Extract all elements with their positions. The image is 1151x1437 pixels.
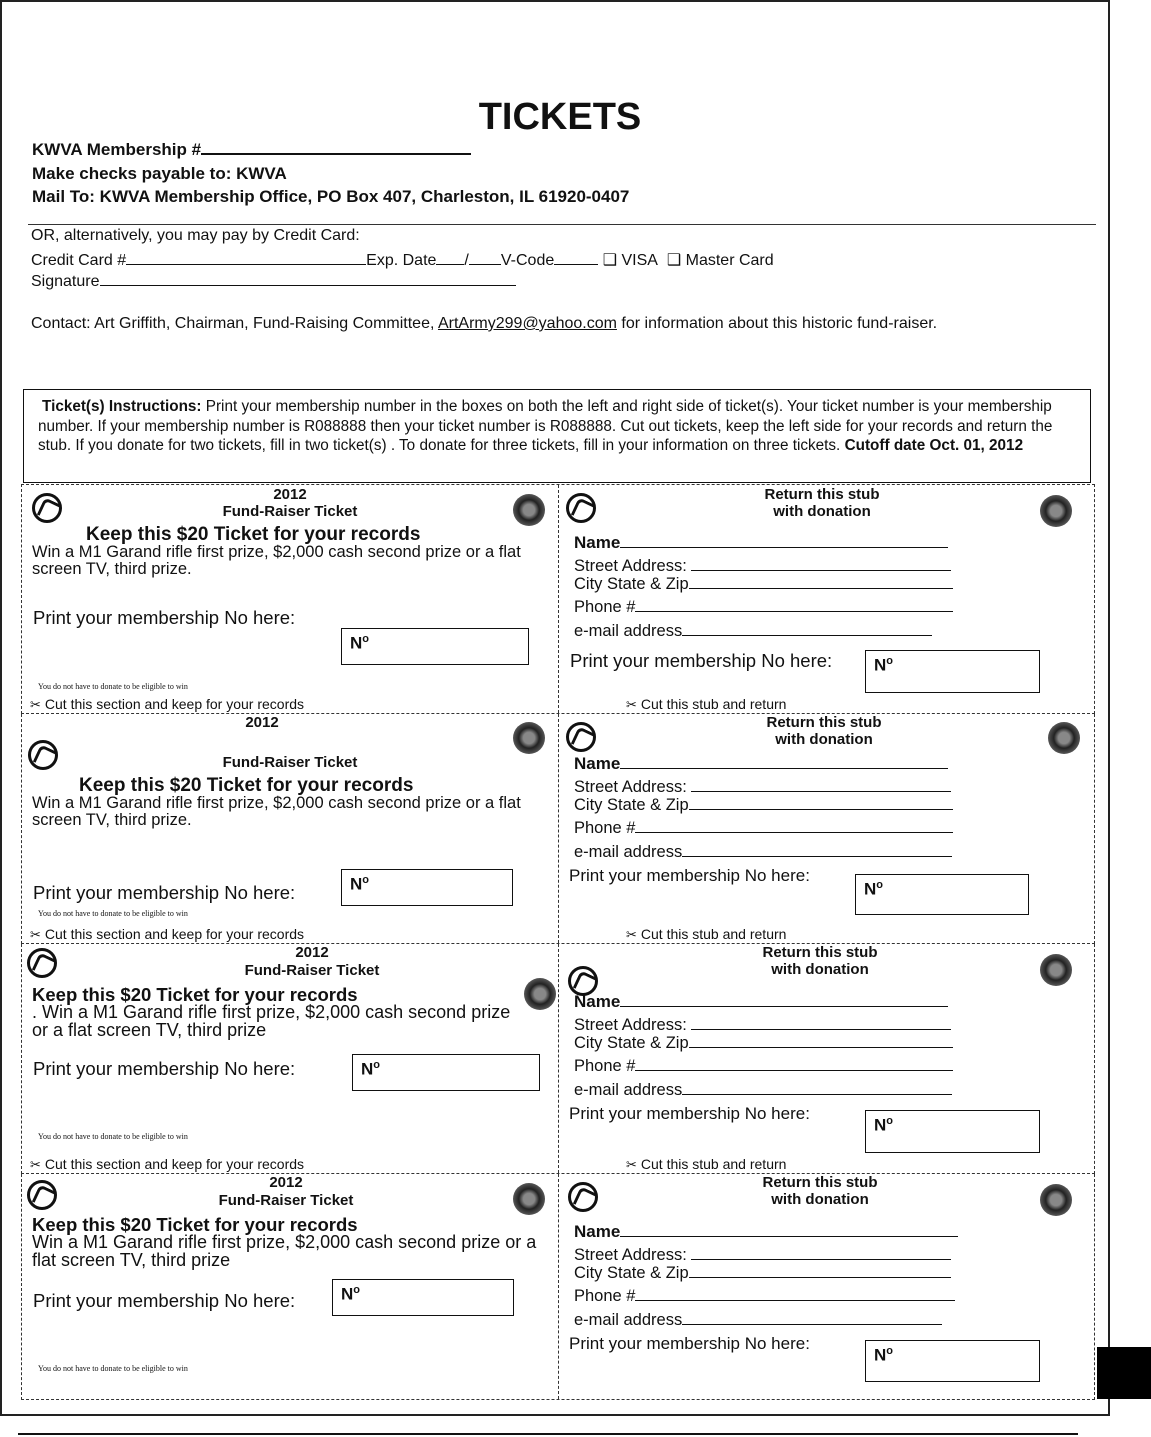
stub-name-label: Name — [574, 992, 621, 1011]
no-symbol: N — [341, 1284, 354, 1304]
stub-street-label: Street Address: — [574, 1016, 692, 1034]
contact-email-link[interactable]: ArtArmy299@yahoo.com — [437, 315, 617, 332]
bottom-rule — [18, 1433, 1078, 1435]
vcode-blank[interactable] — [554, 264, 598, 265]
cut-instruction-left — [30, 926, 304, 943]
column-divider — [558, 485, 559, 713]
no-symbol: N — [864, 879, 877, 899]
no-symbol-sup: o — [373, 1059, 381, 1071]
membership-number-box[interactable] — [332, 1279, 514, 1316]
stub-phone-field[interactable] — [574, 1286, 955, 1306]
globe-icon — [27, 1180, 57, 1210]
fine-print: You do not have to donate to be eligible to win — [38, 1364, 188, 1373]
ticket-row-1 — [21, 484, 1095, 714]
stub-email-label: e-mail address — [574, 843, 683, 861]
card-number-blank[interactable] — [126, 264, 366, 265]
contact-line — [31, 315, 937, 333]
fine-print: You do not have to donate to be eligible to win — [38, 682, 188, 691]
globe-icon — [566, 493, 596, 523]
stub-print-label: Print your membership No here: — [569, 1334, 810, 1353]
instructions-box — [23, 389, 1091, 483]
stub-title — [720, 1174, 920, 1208]
no-symbol-sup: o — [876, 879, 884, 891]
stub-street-label: Street Address: — [574, 778, 692, 796]
stub-city-field[interactable] — [574, 795, 953, 815]
page-tab-marker — [1097, 1347, 1151, 1399]
keep-ticket-heading: Keep this $20 Ticket for your records — [79, 775, 414, 796]
signature-line — [31, 273, 516, 291]
ticket-year: 2012 — [273, 486, 307, 503]
cut-right-label: Cut this stub and return — [640, 696, 787, 712]
membership-label: KWVA Membership # — [32, 140, 202, 159]
stub-title-line1: Return this stub — [764, 486, 880, 503]
no-symbol-sup: o — [886, 1345, 894, 1357]
ticket-name: Fund-Raiser Ticket — [222, 503, 358, 520]
stub-city-label: City State & Zip — [574, 575, 689, 593]
globe-icon — [27, 948, 57, 978]
stub-street-field[interactable] — [574, 1245, 951, 1265]
column-divider — [558, 944, 559, 1173]
no-symbol: N — [874, 1345, 887, 1365]
exp-label: Exp. Date — [366, 252, 437, 269]
tickets-grid — [21, 484, 1095, 1400]
vcode-label: V-Code — [500, 252, 555, 269]
ticket-row-2 — [21, 696, 1095, 944]
fine-print: You do not have to donate to be eligible to win — [38, 1132, 188, 1141]
cut-instruction-right — [626, 1156, 786, 1173]
instructions-body: Print your membership number in the boxes on both the left and right side of ticket(s). Your ticket number is your membership number. If your membership number is R088888 then your ticket number is R088888. Cut out tickets, keep the left side for your records and return the stub. If you donate for two tickets, fill in two ticket(s) . To donate for three tickets, fill in your information on three tickets. — [38, 398, 1053, 454]
stub-phone-label: Phone # — [574, 1057, 636, 1075]
credit-card-line — [31, 250, 774, 270]
scissors-icon: ✂ — [30, 927, 41, 942]
cut-left-label: Cut this section and keep for your records — [44, 1156, 305, 1172]
scissors-icon: ✂ — [626, 1157, 637, 1172]
stub-email-label: e-mail address — [574, 1311, 683, 1329]
stub-membership-number-box[interactable] — [855, 874, 1029, 915]
stub-title — [722, 486, 922, 520]
stub-title-line2: with donation — [771, 1191, 869, 1208]
stub-street-field[interactable] — [574, 777, 951, 797]
globe-icon — [568, 1182, 598, 1212]
divider-line — [28, 224, 1096, 225]
checks-payable: Make checks payable to: KWVA — [32, 164, 287, 183]
stub-phone-label: Phone # — [574, 1287, 636, 1305]
stub-phone-field[interactable] — [574, 597, 953, 617]
stub-email-field[interactable] — [574, 621, 932, 641]
ticket-year: 2012 — [245, 714, 279, 731]
ticket-year: 2012 — [269, 1174, 303, 1191]
no-symbol: N — [350, 633, 363, 653]
cut-instruction-left — [30, 696, 304, 713]
no-symbol: N — [350, 874, 363, 894]
visa-checkbox[interactable]: ❑ VISA — [602, 252, 658, 269]
membership-blank[interactable] — [201, 153, 471, 155]
prize-text: Win a M1 Garand rifle first prize, $2,000 cash second prize or a flat screen TV, third prize — [32, 1232, 537, 1270]
no-symbol: N — [874, 655, 887, 675]
stub-phone-field[interactable] — [574, 1056, 953, 1076]
stub-name-label: Name — [574, 1222, 621, 1241]
column-divider — [558, 1174, 559, 1399]
scissors-icon: ✂ — [626, 927, 637, 942]
no-symbol: N — [874, 1115, 887, 1135]
instructions-heading: Ticket(s) Instructions: — [42, 398, 202, 415]
stub-city-field[interactable] — [574, 1033, 953, 1053]
ticket-row-4 — [21, 1156, 1095, 1400]
stub-email-field[interactable] — [574, 1310, 942, 1330]
stub-street-field[interactable] — [574, 1015, 951, 1035]
cut-left-label: Cut this section and keep for your records — [44, 926, 305, 942]
seal-icon — [1040, 954, 1072, 986]
signature-label: Signature — [31, 273, 100, 290]
print-membership-label: Print your membership No here: — [33, 882, 296, 903]
scissors-icon: ✂ — [626, 697, 637, 712]
ticket-name: Fund-Raiser Ticket — [244, 962, 380, 979]
stub-street-label: Street Address: — [574, 557, 692, 575]
membership-line — [32, 140, 471, 160]
contact-text: Contact: Art Griffith, Chairman, Fund-Raising Committee, — [31, 315, 438, 332]
stub-name-label: Name — [574, 533, 621, 552]
seal-icon — [513, 494, 545, 526]
cut-left-label: Cut this section and keep for your records — [44, 696, 305, 712]
no-symbol-sup: o — [362, 874, 370, 886]
seal-icon — [513, 722, 545, 754]
membership-number-box[interactable] — [352, 1054, 540, 1091]
stub-membership-number-box[interactable] — [865, 1340, 1040, 1382]
print-membership-label: Print your membership No here: — [33, 1290, 296, 1311]
seal-icon — [1040, 1184, 1072, 1216]
stub-print-label: Print your membership No here: — [570, 650, 833, 671]
exp-month-blank[interactable] — [436, 264, 464, 265]
stub-street-field[interactable] — [574, 556, 951, 576]
stub-print-label: Print your membership No here: — [569, 1104, 810, 1123]
ticket-name: Fund-Raiser Ticket — [222, 754, 358, 771]
stub-title — [724, 714, 924, 748]
ticket-name: Fund-Raiser Ticket — [218, 1192, 354, 1209]
signature-blank[interactable] — [100, 285, 516, 286]
stub-print-label: Print your membership No here: — [569, 866, 810, 885]
stub-membership-number-box[interactable] — [865, 650, 1040, 693]
stub-name-field[interactable] — [574, 533, 948, 553]
stub-phone-label: Phone # — [574, 598, 636, 616]
column-divider — [558, 714, 559, 943]
membership-number-box[interactable] — [341, 869, 513, 906]
keep-ticket-heading: Keep this $20 Ticket for your records — [86, 524, 421, 545]
no-symbol: N — [361, 1059, 374, 1079]
seal-icon — [1048, 722, 1080, 754]
contact-text-after: for information about this historic fund-raiser. — [616, 315, 938, 332]
cut-instruction-left — [30, 1156, 304, 1173]
scissors-icon: ✂ — [30, 1157, 41, 1172]
seal-icon — [1040, 495, 1072, 527]
stub-title — [720, 944, 920, 978]
cutoff-date: Cutoff date Oct. 01, 2012 — [844, 437, 1024, 454]
stub-name-label: Name — [574, 754, 621, 773]
globe-icon — [32, 493, 62, 523]
stub-title-line1: Return this stub — [766, 714, 882, 731]
globe-icon — [566, 722, 596, 752]
ticket-year: 2012 — [295, 944, 329, 961]
stub-name-field[interactable] — [574, 1222, 958, 1242]
no-symbol-sup: o — [886, 655, 894, 667]
stub-name-field[interactable] — [574, 992, 948, 1012]
stub-street-label: Street Address: — [574, 1246, 692, 1264]
stub-city-label: City State & Zip — [574, 796, 689, 814]
globe-icon — [28, 740, 58, 770]
exp-slash: / — [464, 252, 469, 269]
stub-email-field[interactable] — [574, 1080, 952, 1100]
stub-email-label: e-mail address — [574, 622, 683, 640]
mail-to: Mail To: KWVA Membership Office, PO Box 407, Charleston, IL 61920-0407 — [32, 187, 630, 206]
seal-icon — [513, 1183, 545, 1215]
no-symbol-sup: o — [353, 1284, 361, 1296]
prize-text: Win a M1 Garand rifle first prize, $2,000 cash second prize or a flat screen TV, third prize. — [32, 543, 521, 578]
membership-number-box[interactable] — [341, 628, 529, 665]
ticket-row-3 — [21, 926, 1095, 1174]
keep-ticket-heading: Keep this $20 Ticket for your records — [32, 1214, 358, 1235]
scissors-icon: ✂ — [30, 697, 41, 712]
keep-ticket-heading: Keep this $20 Ticket for your records — [32, 984, 358, 1005]
print-membership-label: Print your membership No here: — [33, 607, 296, 628]
stub-phone-field[interactable] — [574, 818, 953, 838]
prize-text: . Win a M1 Garand rifle first prize, $2,000 cash second prize or a flat screen TV, third prize — [32, 1002, 511, 1040]
stub-phone-label: Phone # — [574, 819, 636, 837]
stub-city-field[interactable] — [574, 574, 953, 594]
credit-intro: OR, alternatively, you may pay by Credit Card: — [31, 227, 360, 244]
stub-email-field[interactable] — [574, 842, 952, 862]
stub-title-line1: Return this stub — [762, 1174, 878, 1191]
stub-title-line2: with donation — [773, 503, 871, 520]
stub-membership-number-box[interactable] — [865, 1110, 1040, 1153]
no-symbol-sup: o — [886, 1115, 894, 1127]
stub-title-line2: with donation — [775, 731, 873, 748]
stub-city-label: City State & Zip — [574, 1034, 689, 1052]
stub-city-label: City State & Zip — [574, 1264, 689, 1282]
stub-title-line1: Return this stub — [762, 944, 878, 961]
mastercard-checkbox[interactable]: ❑ Master Card — [666, 252, 774, 269]
fine-print: You do not have to donate to be eligible to win — [38, 909, 188, 918]
stub-city-field[interactable] — [574, 1263, 951, 1283]
stub-email-label: e-mail address — [574, 1081, 683, 1099]
exp-year-blank[interactable] — [469, 264, 501, 265]
cut-instruction-right — [626, 696, 786, 713]
stub-name-field[interactable] — [574, 754, 948, 774]
cut-instruction-right — [626, 926, 786, 943]
card-label: Credit Card # — [31, 252, 127, 269]
seal-icon — [524, 978, 556, 1010]
cut-right-label: Cut this stub and return — [640, 1156, 787, 1172]
cut-right-label: Cut this stub and return — [640, 926, 787, 942]
no-symbol-sup: o — [362, 633, 370, 645]
page-title: TICKETS — [478, 96, 642, 138]
prize-text: Win a M1 Garand rifle first prize, $2,000 cash second prize or a flat screen TV, third prize. — [32, 794, 521, 829]
stub-title-line2: with donation — [771, 961, 869, 978]
print-membership-label: Print your membership No here: — [33, 1058, 296, 1079]
